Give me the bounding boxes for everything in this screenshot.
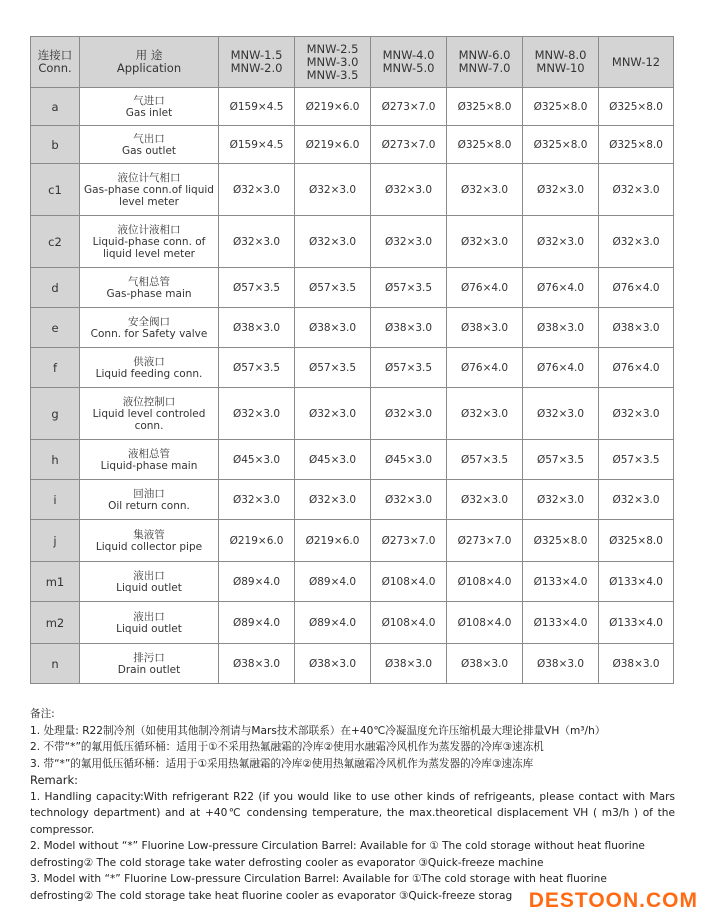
header-model: MNW-4.0 MNW-5.0 (371, 37, 447, 88)
pipe-size-cell: Ø219×6.0 (295, 88, 371, 126)
application-cell: 液位计气相口 Gas-phase conn.of liquid level meter (80, 164, 219, 216)
conn-key-cell: m1 (31, 562, 80, 602)
pipe-size-cell: Ø38×3.0 (371, 644, 447, 684)
pipe-size-cell: Ø38×3.0 (219, 308, 295, 348)
pipe-size-cell: Ø32×3.0 (599, 164, 674, 216)
pipe-size-cell: Ø273×7.0 (371, 88, 447, 126)
watermark-logo: DESTOON.COM (528, 889, 698, 912)
conn-key-cell: b (31, 126, 80, 164)
pipe-size-cell: Ø76×4.0 (599, 348, 674, 388)
pipe-size-cell: Ø57×3.5 (371, 348, 447, 388)
application-cell: 气相总管 Gas-phase main (80, 268, 219, 308)
pipe-size-cell: Ø45×3.0 (219, 440, 295, 480)
application-cell: 回油口 Oil return conn. (80, 480, 219, 520)
notes-en-item-1: 1. Handling capacity:With refrigerant R22 (if you would like to use other kinds of refrigeants, please contact with Mars technology department) and at +40℃ condensing temperature, the max.theoretical displacement VH ( m3/h ) of the compressor. (30, 790, 675, 836)
conn-key-cell: c1 (31, 164, 80, 216)
pipe-size-cell: Ø32×3.0 (371, 164, 447, 216)
pipe-size-cell: Ø32×3.0 (219, 164, 295, 216)
table-row (31, 164, 674, 216)
notes-en-item-3a: 3. Model with “*” Fluorine Low-pressure Circulation Barrel: Available for ①The cold storage with heat fluorine (30, 873, 607, 885)
pipe-size-cell: Ø133×4.0 (599, 602, 674, 644)
pipe-size-cell: Ø32×3.0 (295, 164, 371, 216)
conn-key-cell: f (31, 348, 80, 388)
pipe-size-cell: Ø76×4.0 (523, 348, 599, 388)
table-row (31, 602, 674, 644)
pipe-size-cell: Ø89×4.0 (219, 602, 295, 644)
conn-key-cell: h (31, 440, 80, 480)
conn-key-cell: m2 (31, 602, 80, 644)
pipe-size-cell: Ø32×3.0 (219, 216, 295, 268)
pipe-size-cell: Ø76×4.0 (599, 268, 674, 308)
pipe-size-cell: Ø325×8.0 (523, 520, 599, 562)
table-row (31, 388, 674, 440)
pipe-size-cell: Ø38×3.0 (371, 308, 447, 348)
pipe-size-cell: Ø32×3.0 (599, 216, 674, 268)
pipe-size-cell: Ø133×4.0 (599, 562, 674, 602)
pipe-size-cell: Ø325×8.0 (447, 126, 523, 164)
application-cell: 液位计液相口 Liquid-phase conn. of liquid level meter (80, 216, 219, 268)
pipe-size-cell: Ø38×3.0 (523, 308, 599, 348)
pipe-size-cell: Ø38×3.0 (219, 644, 295, 684)
pipe-size-cell: Ø32×3.0 (599, 388, 674, 440)
application-cell: 液出口 Liquid outlet (80, 602, 219, 644)
notes-cn-item-3: 3. 带“*”的氟用低压循环桶：适用于①采用热氟融霜的冷库②使用热氟融霜冷风机作为蒸发器的冷库③速冻库 (30, 757, 534, 770)
pipe-size-cell: Ø32×3.0 (295, 388, 371, 440)
application-cell: 液位控制口 Liquid level controled conn. (80, 388, 219, 440)
pipe-size-cell: Ø38×3.0 (523, 644, 599, 684)
conn-key-cell: a (31, 88, 80, 126)
pipe-size-cell: Ø38×3.0 (599, 644, 674, 684)
pipe-size-cell: Ø89×4.0 (219, 562, 295, 602)
conn-key-cell: j (31, 520, 80, 562)
application-cell: 供液口 Liquid feeding conn. (80, 348, 219, 388)
table-header-row (31, 37, 674, 88)
pipe-size-cell: Ø325×8.0 (523, 88, 599, 126)
header-model: MNW-6.0 MNW-7.0 (447, 37, 523, 88)
notes-cn-title: 备注: (30, 708, 55, 720)
pipe-size-cell: Ø32×3.0 (295, 480, 371, 520)
notes-cn-item-1: 1. 处理量: R22制冷剂（如使用其他制冷剂请与Mars技术部联系）在+40℃冷凝温度允许压缩机最大理论排量VH（m³/h） (30, 724, 606, 737)
pipe-size-cell: Ø32×3.0 (447, 388, 523, 440)
pipe-size-cell: Ø57×3.5 (219, 348, 295, 388)
pipe-size-cell: Ø32×3.0 (447, 480, 523, 520)
table-row (31, 268, 674, 308)
pipe-size-cell: Ø45×3.0 (371, 440, 447, 480)
table-row (31, 308, 674, 348)
pipe-size-cell: Ø325×8.0 (447, 88, 523, 126)
pipe-size-cell: Ø133×4.0 (523, 602, 599, 644)
notes-en-title: Remark: (30, 773, 79, 787)
pipe-size-cell: Ø325×8.0 (599, 126, 674, 164)
spec-table (30, 36, 674, 684)
header-conn: 连接口 Conn. (31, 37, 80, 88)
pipe-size-cell: Ø32×3.0 (447, 216, 523, 268)
pipe-size-cell: Ø32×3.0 (523, 216, 599, 268)
notes-cn-item-2: 2. 不带“*”的氟用低压循环桶：适用于①不采用热氟融霜的冷库②使用水融霜冷风机作为蒸发器的冷库③速冻机 (30, 741, 544, 753)
pipe-size-cell: Ø108×4.0 (447, 562, 523, 602)
pipe-size-cell: Ø57×3.5 (219, 268, 295, 308)
pipe-size-cell: Ø273×7.0 (371, 520, 447, 562)
pipe-size-cell: Ø325×8.0 (599, 88, 674, 126)
header-application: 用 途 Application (80, 37, 219, 88)
table-row (31, 440, 674, 480)
application-cell: 气出口 Gas outlet (80, 126, 219, 164)
pipe-size-cell: Ø38×3.0 (447, 644, 523, 684)
pipe-size-cell: Ø32×3.0 (219, 388, 295, 440)
pipe-size-cell: Ø38×3.0 (295, 308, 371, 348)
pipe-size-cell: Ø159×4.5 (219, 126, 295, 164)
pipe-size-cell: Ø325×8.0 (523, 126, 599, 164)
pipe-size-cell: Ø325×8.0 (599, 520, 674, 562)
pipe-size-cell: Ø89×4.0 (295, 562, 371, 602)
pipe-size-cell: Ø32×3.0 (523, 164, 599, 216)
pipe-size-cell: Ø32×3.0 (371, 388, 447, 440)
application-cell: 液出口 Liquid outlet (80, 562, 219, 602)
application-cell: 排污口 Drain outlet (80, 644, 219, 684)
notes-en-item-2a: 2. Model without “*” Fluorine Low-pressure Circulation Barrel: Available for ① The cold storage without heat fluorine (30, 840, 645, 852)
pipe-size-cell: Ø76×4.0 (447, 268, 523, 308)
pipe-size-cell: Ø32×3.0 (219, 480, 295, 520)
conn-key-cell: g (31, 388, 80, 440)
pipe-size-cell: Ø133×4.0 (523, 562, 599, 602)
application-cell: 安全阀口 Conn. for Safety valve (80, 308, 219, 348)
application-cell: 集液管 Liquid collector pipe (80, 520, 219, 562)
pipe-size-cell: Ø32×3.0 (295, 216, 371, 268)
pipe-size-cell: Ø76×4.0 (523, 268, 599, 308)
table-row (31, 216, 674, 268)
table-row (31, 644, 674, 684)
pipe-size-cell: Ø38×3.0 (599, 308, 674, 348)
pipe-size-cell: Ø32×3.0 (371, 216, 447, 268)
pipe-size-cell: Ø89×4.0 (295, 602, 371, 644)
pipe-size-cell: Ø57×3.5 (447, 440, 523, 480)
notes-en-item-3b: defrosting② The cold storage take heat fluorine cooler as evaporator ③Quick-freeze storag (30, 889, 513, 902)
conn-key-cell: i (31, 480, 80, 520)
pipe-size-cell: Ø76×4.0 (447, 348, 523, 388)
header-model: MNW-1.5 MNW-2.0 (219, 37, 295, 88)
pipe-size-cell: Ø32×3.0 (599, 480, 674, 520)
pipe-size-cell: Ø57×3.5 (523, 440, 599, 480)
header-model: MNW-2.5 MNW-3.0 MNW-3.5 (295, 37, 371, 88)
conn-key-cell: e (31, 308, 80, 348)
conn-key-cell: c2 (31, 216, 80, 268)
pipe-size-cell: Ø108×4.0 (447, 602, 523, 644)
pipe-size-cell: Ø219×6.0 (295, 126, 371, 164)
table-body (31, 88, 674, 684)
pipe-size-cell: Ø38×3.0 (295, 644, 371, 684)
application-cell: 气进口 Gas inlet (80, 88, 219, 126)
pipe-size-cell: Ø273×7.0 (447, 520, 523, 562)
table-row (31, 348, 674, 388)
pipe-size-cell: Ø159×4.5 (219, 88, 295, 126)
notes-en-item-2b: defrosting② The cold storage take water defrosting cooler as evaporator ③Quick-freeze machine (30, 856, 544, 869)
pipe-size-cell: Ø32×3.0 (523, 480, 599, 520)
header-model: MNW-8.0 MNW-10 (523, 37, 599, 88)
pipe-size-cell: Ø108×4.0 (371, 602, 447, 644)
table-row (31, 126, 674, 164)
pipe-size-cell: Ø32×3.0 (371, 480, 447, 520)
application-cell: 液相总管 Liquid-phase main (80, 440, 219, 480)
pipe-size-cell: Ø45×3.0 (295, 440, 371, 480)
pipe-size-cell: Ø38×3.0 (447, 308, 523, 348)
table-row (31, 520, 674, 562)
pipe-size-cell: Ø57×3.5 (599, 440, 674, 480)
conn-key-cell: n (31, 644, 80, 684)
table-row (31, 480, 674, 520)
pipe-size-cell: Ø57×3.5 (295, 348, 371, 388)
pipe-size-cell: Ø32×3.0 (447, 164, 523, 216)
pipe-size-cell: Ø273×7.0 (371, 126, 447, 164)
pipe-size-cell: Ø57×3.5 (371, 268, 447, 308)
pipe-size-cell: Ø219×6.0 (219, 520, 295, 562)
pipe-size-cell: Ø108×4.0 (371, 562, 447, 602)
conn-key-cell: d (31, 268, 80, 308)
pipe-size-cell: Ø219×6.0 (295, 520, 371, 562)
table-row (31, 562, 674, 602)
table-row (31, 88, 674, 126)
pipe-size-cell: Ø32×3.0 (523, 388, 599, 440)
header-model: MNW-12 (599, 37, 674, 88)
pipe-size-cell: Ø57×3.5 (295, 268, 371, 308)
remarks-section (30, 706, 675, 904)
